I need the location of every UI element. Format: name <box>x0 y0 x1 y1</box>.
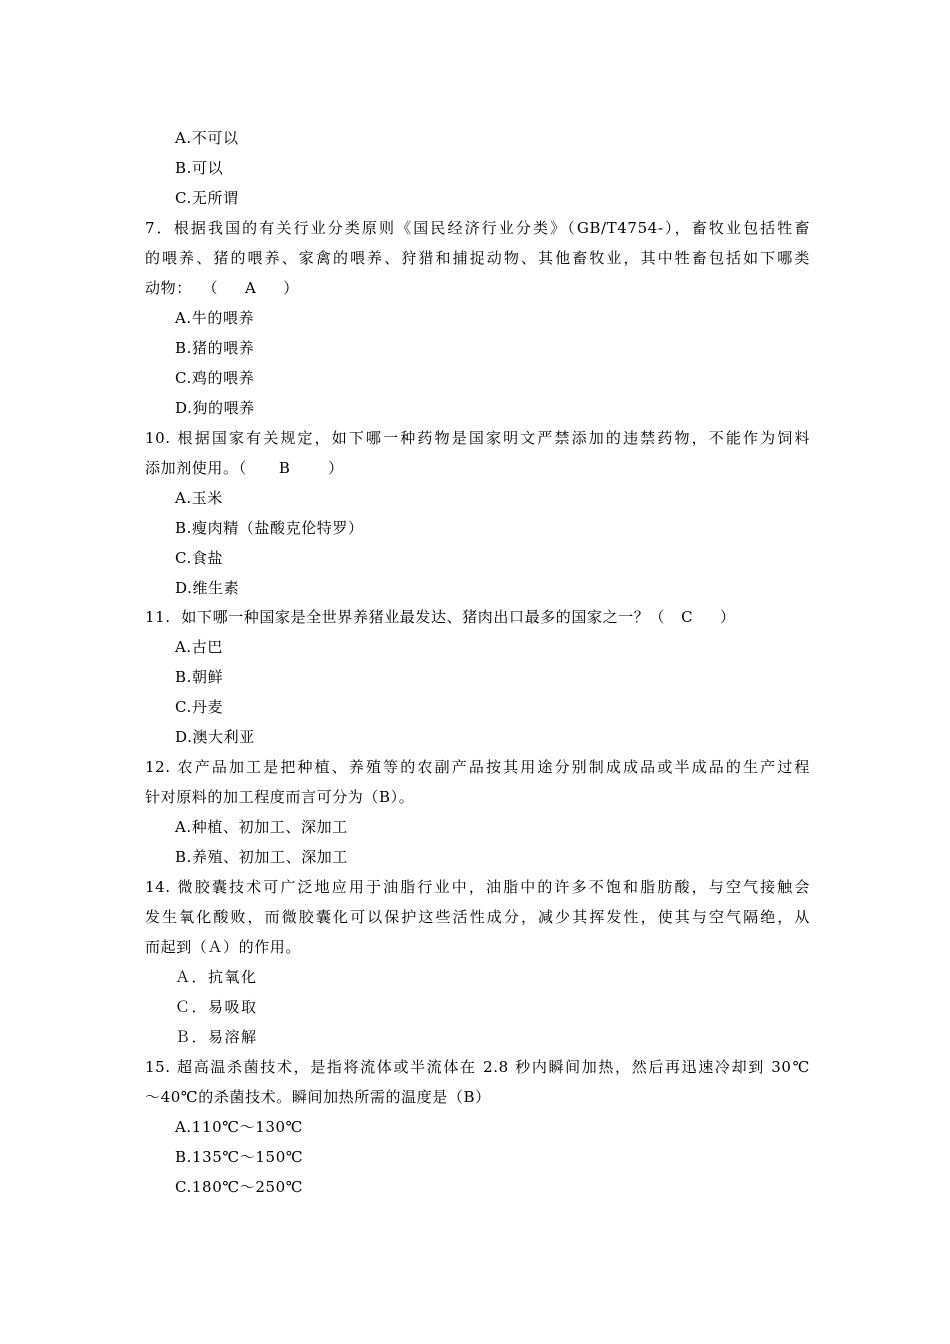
option-line: C.180℃～250℃ <box>175 1178 304 1196</box>
question-10-line-1: 10. 根据国家有关规定，如下哪一种药物是国家明文严禁添加的违禁药物，不能作为饲料 <box>145 429 810 447</box>
option-line: C.无所谓 <box>175 189 239 207</box>
question-10-line-2: 添加剂使用。（ B ） <box>145 459 344 477</box>
option-line: A.110℃～130℃ <box>175 1118 304 1136</box>
option-line: A.牛的喂养 <box>175 309 255 327</box>
option-line: Ｂ．易溶解 <box>175 1028 258 1046</box>
option-line: B.猪的喂养 <box>175 339 255 357</box>
option-line: C.食盐 <box>175 549 224 567</box>
question-14-line-1: 14. 微胶囊技术可广泛地应用于油脂行业中，油脂中的许多不饱和脂肪酸，与空气接触会 <box>145 878 810 896</box>
option-line: B.瘦肉精（盐酸克伦特罗） <box>175 519 364 537</box>
option-line: D.狗的喂养 <box>175 399 255 417</box>
option-line: A.古巴 <box>175 638 224 656</box>
option-line: C.丹麦 <box>175 698 224 716</box>
option-line: D.维生素 <box>175 579 240 597</box>
question-15-line-2: ～40℃的杀菌技术。瞬间加热所需的温度是（B） <box>145 1088 491 1106</box>
question-14-line-3: 而起到（Ａ）的作用。 <box>145 938 302 956</box>
question-14-line-2: 发生氧化酸败，而微胶囊化可以保护这些活性成分，减少其挥发性，使其与空气隔绝，从 <box>145 908 810 926</box>
question-7-line-1: 7．根据我国的有关行业分类原则《国民经济行业分类》（GB/T4754-），畜牧业包括牲畜 <box>145 219 810 237</box>
option-line: Ａ．抗氧化 <box>175 968 258 986</box>
question-7-line-3: 动物： （ A ） <box>145 279 299 297</box>
question-12-line-1: 12. 农产品加工是把种植、养殖等的农副产品按其用途分别制成成品或半成品的生产过程 <box>145 758 810 776</box>
option-line: B.135℃～150℃ <box>175 1148 304 1166</box>
option-line: A.不可以 <box>175 129 239 147</box>
option-line: D.澳大利亚 <box>175 728 255 746</box>
option-line: C.鸡的喂养 <box>175 369 255 387</box>
option-line: A.玉米 <box>175 489 224 507</box>
question-15-line-1: 15. 超高温杀菌技术，是指将流体或半流体在 2.8 秒内瞬间加热，然后再迅速冷却到 30℃ <box>145 1058 810 1076</box>
option-line: B.养殖、初加工、深加工 <box>175 848 348 866</box>
option-line: A.种植、初加工、深加工 <box>175 818 348 836</box>
question-12-line-2: 针对原料的加工程度而言可分为（B）。 <box>145 788 415 806</box>
option-line: B.朝鲜 <box>175 668 224 686</box>
option-line: Ｃ．易吸取 <box>175 998 258 1016</box>
question-11-line-1: 11. 如下哪一种国家是全世界养猪业最发达、猪肉出口最多的国家之一？（ C ） <box>145 608 736 626</box>
option-line: B.可以 <box>175 159 224 177</box>
question-7-line-2: 的喂养、猪的喂养、家禽的喂养、狩猎和捕捉动物、其他畜牧业，其中牲畜包括如下哪类 <box>145 249 810 267</box>
